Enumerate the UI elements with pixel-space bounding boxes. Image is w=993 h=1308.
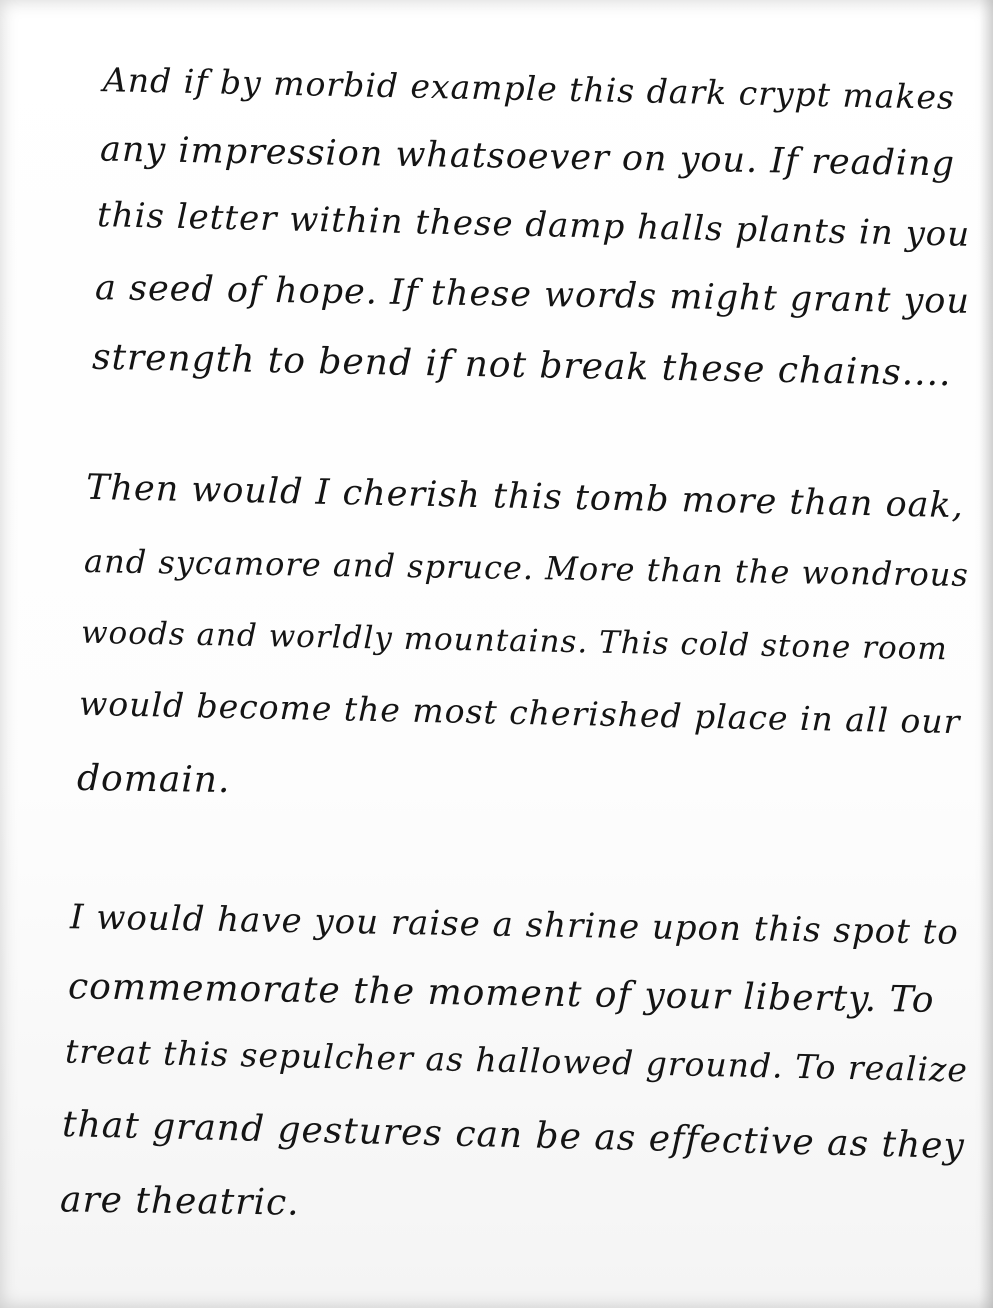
paragraph-2-line-1: Then would I cherish this tomb more than oak, — [85, 467, 965, 527]
paragraph-2-line-5: domain. — [76, 757, 231, 802]
paragraph-3-line-4: that grand gestures can be as effective as they — [61, 1103, 966, 1168]
paragraph-1-line-5: strength to bend if not break these chains.... — [91, 336, 952, 395]
paragraph-1-line-4: a seed of hope. If these words might grant you — [94, 268, 971, 322]
paragraph-1-line-3: this letter within these damp halls plants in you — [96, 195, 971, 255]
paragraph-3-line-2: commemorate the moment of your liberty. To — [67, 966, 935, 1021]
paragraph-2-line-4: would become the most cherished place in all our — [78, 683, 961, 742]
paragraph-3-line-5: are theatric. — [59, 1179, 300, 1224]
paragraph-2-line-2: and sycamore and spruce. More than the wondrous — [83, 542, 970, 594]
paragraph-2-line-3: woods and worldly mountains. This cold stone room — [80, 614, 949, 668]
paragraph-3-line-1: I would have you raise a shrine upon this spot to — [69, 897, 960, 953]
page-edge-shadow — [979, 0, 993, 1308]
paragraph-1-line-1: And if by morbid example this dark crypt makes — [102, 60, 956, 117]
paragraph-1-line-2: any impression whatsoever on you. If reading — [99, 129, 956, 185]
paragraph-3-line-3: treat this sepulcher as hallowed ground. To realize — [64, 1031, 969, 1090]
